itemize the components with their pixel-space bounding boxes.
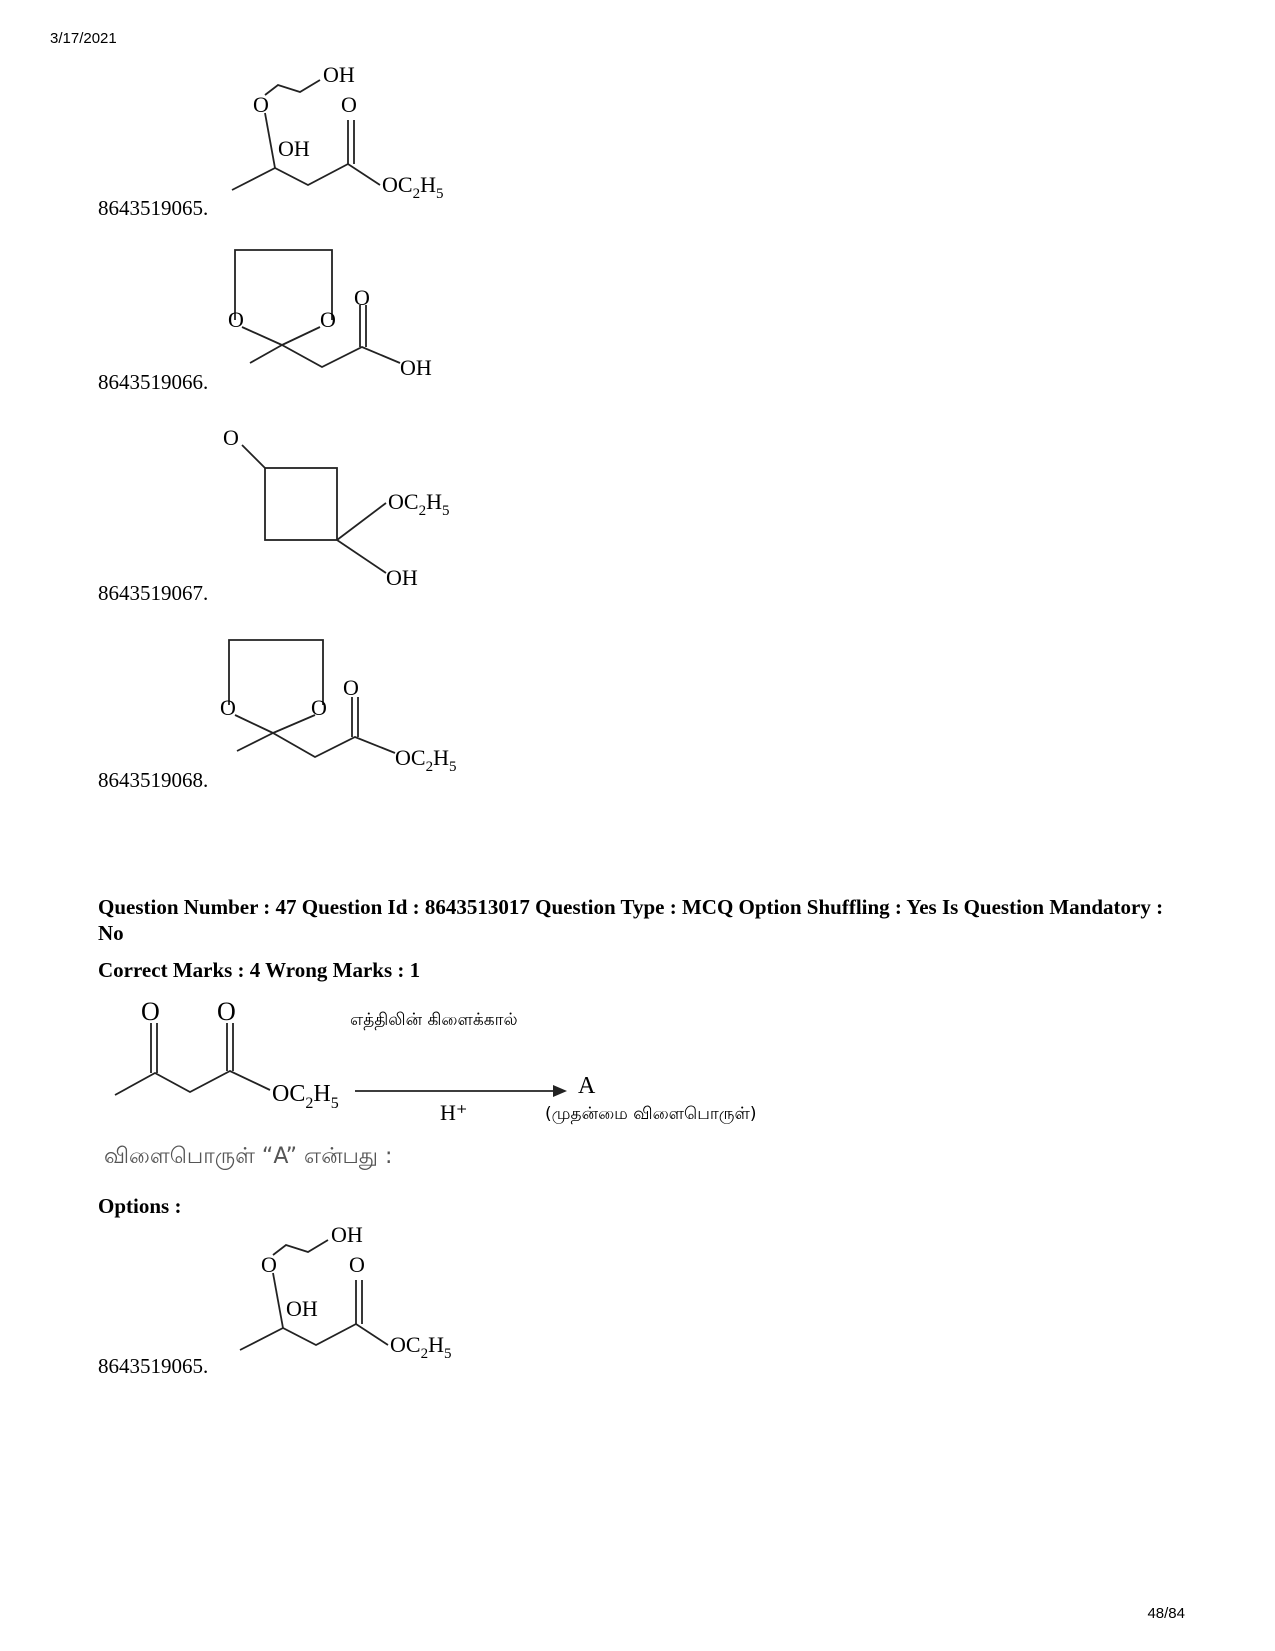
svg-text:OH: OH	[278, 136, 310, 161]
option-id: 8643519065.	[98, 1354, 209, 1378]
question-marks: Correct Marks : 4 Wrong Marks : 1	[98, 958, 421, 982]
structure-diagram-option-1	[228, 1215, 508, 1365]
svg-text:O: O	[228, 307, 244, 332]
svg-text:OH: OH	[386, 565, 418, 590]
svg-text:OC2H5: $OC_2H_5$	[395, 745, 457, 775]
svg-text:OH: OH	[400, 355, 432, 380]
svg-text:OH: OH	[323, 62, 355, 87]
reaction-catalyst: H⁺	[440, 1100, 468, 1125]
question-header: Question Number : 47 Question Id : 8643513017 Question Type : MCQ Option Shuffling : Yes Is Question Mandatory : No	[98, 895, 1164, 945]
svg-text:OC2H5: $OC_2H_5$	[382, 172, 444, 202]
option-id: 8643519065.	[98, 196, 209, 220]
option-id: 8643519066.	[98, 370, 209, 394]
options-label: Options :	[98, 1194, 182, 1218]
page-number: 48/84	[1147, 1605, 1185, 1622]
svg-text:O: O	[349, 1252, 365, 1277]
svg-text:OC2H5: $OC_2H_5$	[390, 1332, 452, 1362]
page-date: 3/17/2021	[50, 30, 117, 47]
reaction-product-note: (முதன்மை விளைபொருள்)	[545, 1104, 757, 1124]
svg-text:OC2H5: $OC_2H_5$	[272, 1081, 339, 1112]
svg-text:OH: OH	[286, 1296, 318, 1321]
option-id: 8643519068.	[98, 768, 209, 792]
svg-text:O: O	[343, 675, 359, 700]
svg-text:O: O	[320, 307, 336, 332]
structure-diagram-option-1	[220, 60, 490, 210]
reaction-product: A	[578, 1073, 596, 1099]
structure-diagram-option-2	[220, 245, 490, 390]
svg-text:O: O	[253, 92, 269, 117]
option-id: 8643519067.	[98, 581, 209, 605]
svg-text:O: O	[341, 92, 357, 117]
reaction-arrow-head-icon	[553, 1085, 567, 1097]
svg-text:O: O	[141, 997, 160, 1026]
reaction-reagent: எத்திலின் கிளைக்கால்	[350, 1010, 518, 1030]
structure-diagram-option-3	[220, 425, 490, 600]
question-text: விளைபொருள் “A” என்பது :	[104, 1144, 393, 1169]
svg-text:O: O	[261, 1252, 277, 1277]
svg-text:OC2H5: $OC_2H_5$	[388, 489, 450, 519]
svg-text:O: O	[311, 695, 327, 720]
svg-text:O: O	[223, 425, 239, 450]
svg-text:O: O	[354, 285, 370, 310]
svg-text:O: O	[217, 997, 236, 1026]
svg-text:O: O	[220, 695, 236, 720]
structure-diagram-option-4	[215, 635, 495, 785]
svg-text:OH: OH	[331, 1222, 363, 1247]
